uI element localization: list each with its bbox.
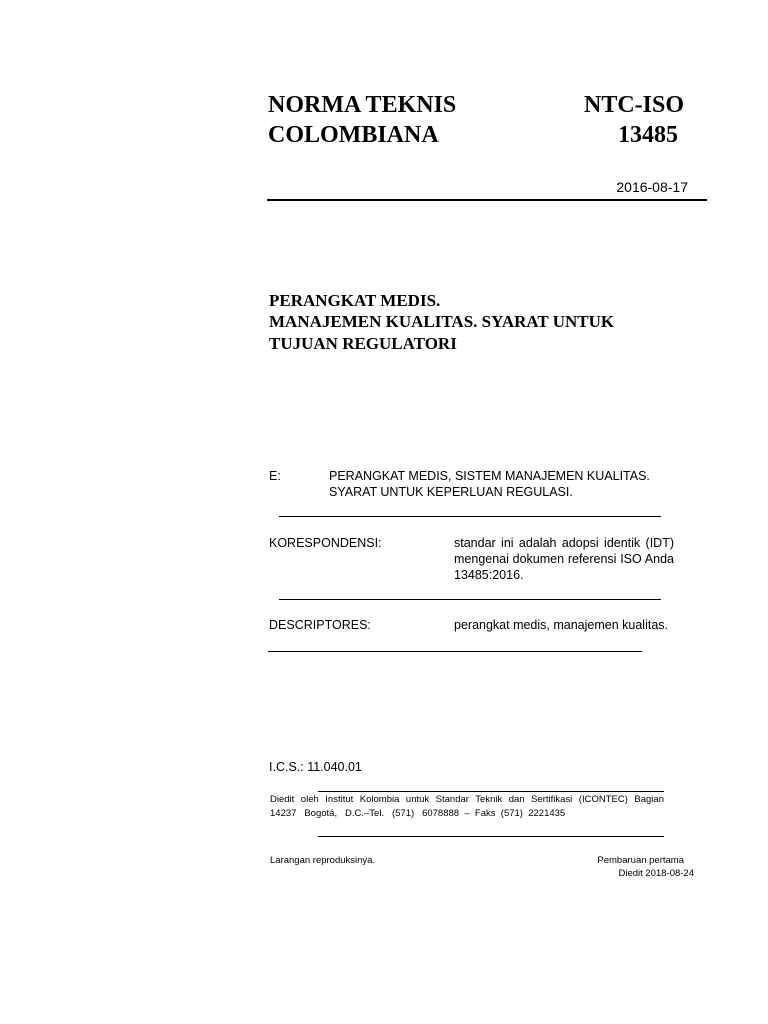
standard-title-line1: NORMA TEKNIS bbox=[268, 92, 457, 118]
correspondence-label: KORESPONDENSI: bbox=[269, 536, 382, 550]
descriptors-label: DESCRIPTORES: bbox=[269, 618, 371, 632]
publisher-rule-bottom bbox=[318, 836, 664, 837]
standard-code-line1: NTC-ISO bbox=[584, 92, 685, 118]
header-divider bbox=[267, 199, 707, 201]
section-divider-3 bbox=[268, 651, 642, 652]
english-title-line2: SYARAT UNTUK KEPERLUAN REGULASI. bbox=[329, 485, 573, 499]
publisher-line2: 14237 Bogotá, D.C.–Tel. (571) 6078888 – Faks (571) 2221435 bbox=[270, 808, 566, 819]
english-title-label: E: bbox=[269, 469, 281, 483]
publication-date: 2016-08-17 bbox=[616, 179, 688, 195]
subject-line3: TUJUAN REGULATORI bbox=[269, 334, 457, 353]
subject-line2: MANAJEMEN KUALITAS. SYARAT UNTUK bbox=[269, 312, 615, 331]
correspondence-line2: mengenai dokumen referensi ISO Anda bbox=[454, 552, 674, 566]
revision-note: Pembaruan pertama bbox=[597, 855, 684, 866]
reproduction-notice: Larangan reproduksinya. bbox=[270, 855, 376, 866]
english-title-line1: PERANGKAT MEDIS, SISTEM MANAJEMEN KUALITAS. bbox=[329, 469, 650, 483]
correspondence-line1: standar ini adalah adopsi identik (IDT) bbox=[454, 536, 674, 550]
standard-title-line2: COLOMBIANA bbox=[268, 122, 439, 148]
subject-line1: PERANGKAT MEDIS. bbox=[269, 291, 441, 310]
ics-code: I.C.S.: 11.040.01 bbox=[269, 760, 362, 774]
standard-code-line2: 13485 bbox=[618, 122, 678, 148]
edition-date: Diedit 2018-08-24 bbox=[618, 868, 694, 879]
section-divider-2 bbox=[279, 599, 661, 600]
publisher-line1: Diedit oleh Institut Kolombia untuk Standar Teknik dan Sertifikasi (ICONTEC) Bagian bbox=[270, 794, 664, 805]
descriptors-value: perangkat medis, manajemen kualitas. bbox=[454, 618, 669, 632]
correspondence-line3: 13485:2016. bbox=[454, 568, 524, 582]
section-divider-1 bbox=[279, 516, 661, 517]
